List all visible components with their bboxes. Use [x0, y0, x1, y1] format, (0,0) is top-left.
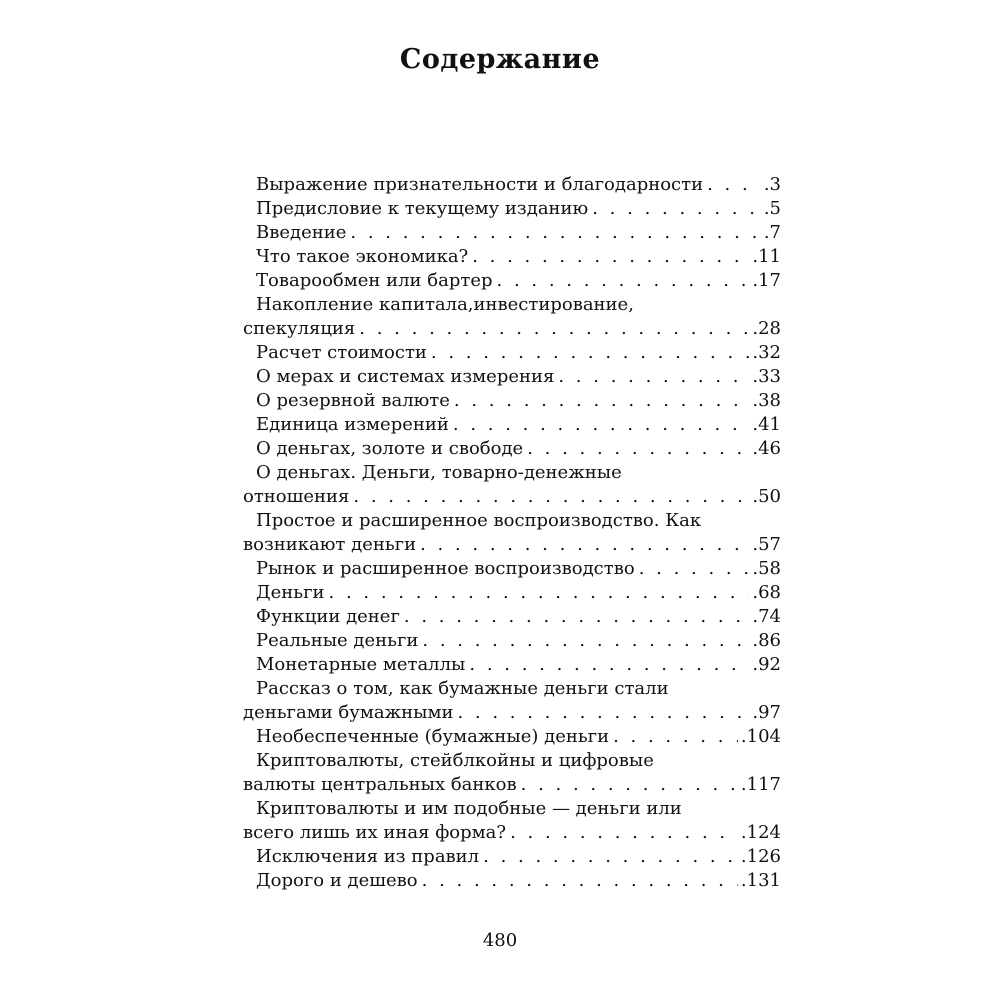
toc-entry-line: [243, 437, 781, 461]
toc-entry: [243, 845, 781, 869]
toc-entry: [243, 413, 781, 437]
toc-entry-page: .68: [752, 582, 781, 603]
dot-leader: [359, 317, 749, 341]
toc-entry-title: Исключения из правил: [256, 846, 480, 867]
toc-entry-line: [243, 653, 781, 677]
toc-entry: [243, 245, 781, 269]
toc-entry-page: .117: [740, 774, 781, 795]
toc-entry-line: [243, 485, 781, 509]
dot-leader: [707, 173, 761, 197]
dot-leader: [469, 653, 749, 677]
dot-leader: [457, 701, 749, 725]
toc-entry-title: О резервной валюте: [256, 390, 450, 411]
toc-entry-title: Предисловие к текущему изданию: [256, 198, 589, 219]
toc-entry-page: .3: [763, 174, 781, 195]
toc-entry: [243, 341, 781, 365]
toc-entry-line: [243, 845, 781, 869]
toc-entry-title: Реальные деньги: [256, 630, 419, 651]
dot-leader: [527, 437, 749, 461]
dot-leader: [639, 557, 750, 581]
toc-entry: [243, 389, 781, 413]
toc-entry: [243, 173, 781, 197]
toc-entry: [243, 797, 781, 845]
toc-entry-page: .17: [752, 270, 781, 291]
toc-entry-line: [243, 605, 781, 629]
toc-entry-page: .92: [752, 654, 781, 675]
toc-entry-title: Функции денег: [256, 606, 400, 627]
dot-leader: [472, 245, 749, 269]
toc-entry-line: [243, 629, 781, 653]
dot-leader: [329, 581, 750, 605]
toc-entry-title: Монетарные металлы: [256, 654, 466, 675]
toc-entry-title: Расчет стоимости: [256, 342, 427, 363]
dot-leader: [510, 821, 738, 845]
toc-entry-page: .74: [752, 606, 781, 627]
toc-entry-line: [243, 365, 781, 389]
toc-entry: [243, 509, 781, 557]
toc-entry-page: .126: [740, 846, 781, 867]
toc-entry-title-line: Простое и расширенное воспроизводство. Как: [256, 510, 702, 531]
toc-entry-line: [243, 701, 781, 725]
dot-leader: [353, 485, 749, 509]
toc-entry-title: О деньгах, золоте и свободе: [256, 438, 524, 459]
toc-entry: [243, 629, 781, 653]
toc-entry-title: Дорого и дешево: [256, 870, 418, 891]
toc-entry-line: [243, 821, 781, 845]
toc-entry-title: Необеспеченные (бумажные) деньги: [256, 726, 610, 747]
toc-entry-title: деньгами бумажными: [243, 702, 454, 723]
toc-entry-title: валюты центральных банков: [243, 774, 517, 795]
toc-entry-page: .50: [752, 486, 781, 507]
page-number: 480: [482, 930, 518, 951]
toc-entry-line: [243, 197, 781, 221]
dot-leader: [420, 533, 749, 557]
toc-entry-title-line: Криптовалюты, стейблкойны и цифровые: [256, 750, 654, 771]
toc-entry-page: .7: [763, 222, 781, 243]
toc-entry-title-line: Рассказ о том, как бумажные деньги стали: [256, 678, 669, 699]
toc-entry-line: [243, 725, 781, 749]
dot-leader: [404, 605, 749, 629]
toc-entry-page: .104: [740, 726, 781, 747]
toc-entry: [243, 605, 781, 629]
dot-leader: [592, 197, 761, 221]
toc-entry-title: отношения: [243, 486, 350, 507]
toc-entry-page: .33: [752, 366, 781, 387]
dot-leader: [521, 773, 738, 797]
toc-entry: [243, 581, 781, 605]
dot-leader: [350, 221, 760, 245]
toc-entry: [243, 677, 781, 725]
table-of-contents: [243, 173, 781, 893]
dot-leader: [453, 413, 749, 437]
toc-entry-title-line: О деньгах. Деньги, товарно-денежные: [256, 462, 622, 483]
toc-entry-line: [243, 581, 781, 605]
dot-leader: [558, 365, 749, 389]
toc-entry-title: Что такое экономика?: [256, 246, 469, 267]
toc-entry-line: [243, 173, 781, 197]
dot-leader: [497, 269, 750, 293]
dot-leader: [454, 389, 749, 413]
toc-entry-page: .32: [752, 342, 781, 363]
toc-entry-page: .5: [763, 198, 781, 219]
toc-entry-line: [243, 317, 781, 341]
dot-leader: [431, 341, 749, 365]
toc-entry: [243, 461, 781, 509]
toc-entry: [243, 221, 781, 245]
toc-entry-line: [243, 533, 781, 557]
toc-entry-title: Деньги: [256, 582, 325, 603]
toc-entry: [243, 365, 781, 389]
toc-entry-line: [243, 773, 781, 797]
toc-entry-title: Введение: [256, 222, 347, 243]
toc-entry-title: возникают деньги: [243, 534, 417, 555]
toc-entry-page: .58: [752, 558, 781, 579]
toc-entry-page: .86: [752, 630, 781, 651]
toc-entry-line: [243, 413, 781, 437]
toc-entry-title-line: Криптовалюты и им подобные — деньги или: [256, 798, 682, 819]
toc-entry-page: .11: [752, 246, 781, 267]
dot-leader: [613, 725, 738, 749]
toc-entry-line: [243, 221, 781, 245]
toc-entry-title: Рынок и расширенное воспроизводство: [256, 558, 635, 579]
toc-entry: [243, 197, 781, 221]
toc-entry: [243, 293, 781, 341]
toc-entry-page: .38: [752, 390, 781, 411]
toc-entry-line: [243, 389, 781, 413]
toc-entry-page: .57: [752, 534, 781, 555]
dot-leader: [422, 869, 738, 893]
toc-entry-line: [243, 869, 781, 893]
toc-entry-title: спекуляция: [243, 318, 356, 339]
toc-entry-title: Единица измерений: [256, 414, 449, 435]
toc-entry-line: [243, 557, 781, 581]
toc-entry-page: .124: [740, 822, 781, 843]
toc-entry-title: О мерах и системах измерения: [256, 366, 555, 387]
toc-entry: [243, 869, 781, 893]
toc-entry-title: всего лишь их иная форма?: [243, 822, 507, 843]
toc-entry-title-line: Накопление капитала,инвестирование,: [256, 294, 634, 315]
toc-entry-page: .46: [752, 438, 781, 459]
toc-entry-page: .41: [752, 414, 781, 435]
toc-entry-title: Товарообмен или бартер: [256, 270, 493, 291]
dot-leader: [483, 845, 738, 869]
toc-entry-line: [243, 269, 781, 293]
toc-entry: [243, 749, 781, 797]
page-title: Содержание: [399, 44, 601, 75]
toc-entry-page: .131: [740, 870, 781, 891]
toc-entry-line: [243, 245, 781, 269]
toc-entry-page: .97: [752, 702, 781, 723]
toc-entry: [243, 557, 781, 581]
toc-entry: [243, 653, 781, 677]
dot-leader: [422, 629, 749, 653]
toc-entry: [243, 269, 781, 293]
toc-entry: [243, 725, 781, 749]
toc-entry-line: [243, 341, 781, 365]
toc-entry: [243, 437, 781, 461]
toc-entry-title: Выражение признательности и благодарности: [256, 174, 704, 195]
toc-entry-page: .28: [752, 318, 781, 339]
